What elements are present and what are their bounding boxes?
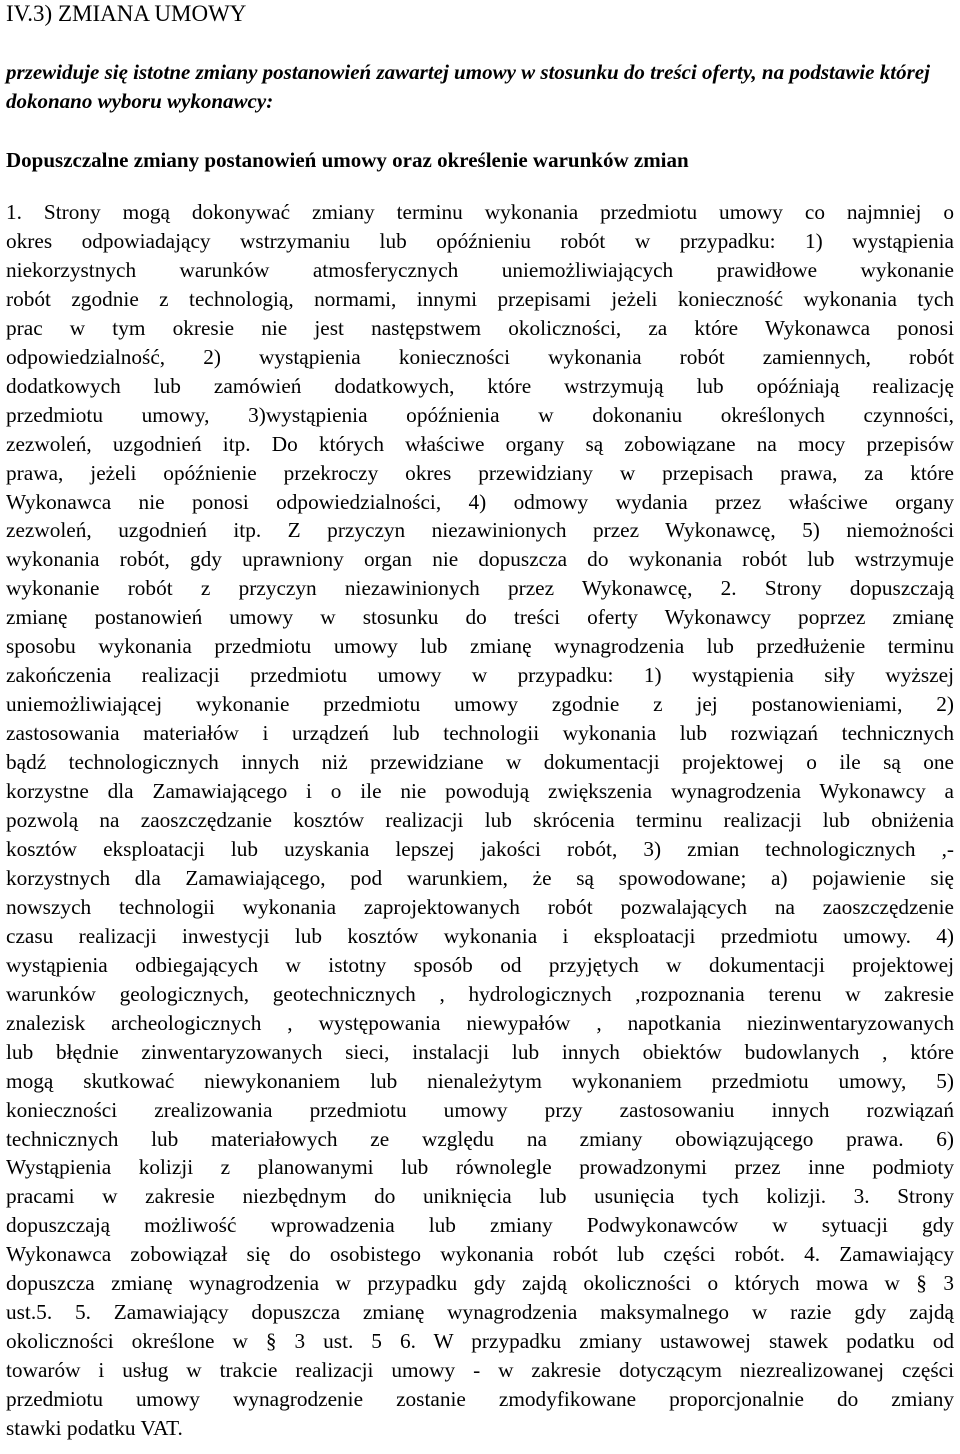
body-line: robót zgodnie z technologią, normami, innymi przepisami jeżeli konieczność wykonania tych (6, 286, 954, 311)
body-line: Wystąpienia kolizji z planowanymi lub równolegle prowadzonymi przez inne podmioty (6, 1155, 954, 1180)
body-paragraph (6, 198, 954, 1443)
body-line: wykonania robót, gdy uprawniony organ nie dopuszcza do wykonania robót lub wstrzymuje (6, 547, 954, 572)
body-line: lub błędnie zinwentaryzowanych sieci, instalacji lub innych obiektów budowlanych , które (6, 1039, 954, 1064)
body-line: stawki podatku VAT. (6, 1416, 183, 1441)
body-line: dodatkowych lub zamówień dodatkowych, które wstrzymują lub opóźniają realizację (6, 373, 954, 398)
body-line: znalezisk archeologicznych , występowania niewypałów , napotkania niezinwentaryzowanych (6, 1010, 954, 1035)
body-line: pracami w zakresie niezbędnym do uniknięcia lub usunięcia tych kolizji. 3. Strony (6, 1184, 954, 1209)
subheading: Dopuszczalne zmiany postanowień umowy oraz określenie warunków zmian (6, 148, 689, 172)
body-line: okoliczności określone w § 3 ust. 5 6. W przypadku zmiany ustawowej stawek podatku od (6, 1329, 954, 1354)
body-line: 1. Strony mogą dokonywać zmiany terminu wykonania przedmiotu umowy co najmniej o (6, 200, 954, 224)
body-line: Wykonawca nie ponosi odpowiedzialności, 4) odmowy wydania przez właściwe organy (6, 489, 954, 514)
body-line: dopuszczają możliwość wprowadzenia lub zmiany Podwykonawców w sytuacji gdy (6, 1213, 954, 1238)
body-line: nowszych technologii wykonania zaprojektowanych robót pozwalających na zaoszczędzenie (6, 894, 954, 919)
body-line: przedmiotu umowy, 3)wystąpienia opóźnienia w dokonaniu określonych czynności, (6, 402, 954, 427)
body-line: prawa, jeżeli opóźnienie przekroczy okres przewidziany w przepisach prawa, za które (6, 460, 954, 485)
body-line: zastosowania materiałów i urządzeń lub technologii wykonania lub rozwiązań technicznych (6, 721, 954, 746)
body-line: czasu realizacji inwestycji lub kosztów wykonania i eksploatacji przedmiotu umowy. 4) (6, 923, 954, 948)
body-line: niekorzystnych warunków atmosferycznych uniemożliwiających prawidłowe wykonanie (6, 257, 954, 282)
body-line: zezwoleń, uzgodnień itp. Do których właściwe organy są zobowiązane na mocy przepisów (6, 431, 954, 456)
body-line: warunków geologicznych, geotechnicznych , hydrologicznych ,rozpoznania terenu w zakresie (6, 981, 954, 1006)
body-line: zakończenia realizacji przedmiotu umowy w przypadku: 1) wystąpienia siły wyższej (6, 663, 954, 688)
body-line: dopuszcza zmianę wynagrodzenia w przypadku gdy zajdą okoliczności o których mowa w § 3 (6, 1271, 954, 1296)
body-line: prac w tym okresie nie jest następstwem okoliczności, za które Wykonawca ponosi (6, 315, 954, 340)
body-line: konieczności zrealizowania przedmiotu umowy przy zastosowaniu innych rozwiązań (6, 1097, 954, 1122)
body-line: ust.5. 5. Zamawiający dopuszcza zmianę wynagrodzenia maksymalnego w razie gdy zajdą (6, 1300, 954, 1325)
body-line: mogą skutkować niewykonaniem lub nienależytym wykonaniem przedmiotu umowy, 5) (6, 1068, 954, 1093)
body-line: wykonanie robót z przyczyn niezawinionych przez Wykonawcę, 2. Strony dopuszczają (6, 576, 954, 601)
body-line: zmianę postanowień umowy w stosunku do treści oferty Wykonawcy poprzez zmianę (6, 605, 954, 630)
body-line: odpowiedzialność, 2) wystąpienia konieczności wykonania robót zamiennych, robót (6, 344, 954, 369)
body-line: wystąpienia odbiegających w istotny sposób od przyjętych w dokumentacji projektowej (6, 952, 954, 977)
body-line: uniemożliwiającej wykonanie przedmiotu umowy zgodnie z jej postanowieniami, 2) (6, 692, 954, 717)
body-line: pozwolą na zaoszczędzanie kosztów realizacji lub skrócenia terminu realizacji lub obniżenia (6, 808, 954, 833)
body-line: przedmiotu umowy wynagrodzenie zostanie zmodyfikowane proporcjonalnie do zmiany (6, 1387, 954, 1412)
intro-statement: przewiduje się istotne zmiany postanowień zawartej umowy w stosunku do treści oferty, na podstawie której dokonano wyboru wykonawcy: (6, 60, 930, 113)
body-line: zezwoleń, uzgodnień itp. Z przyczyn niezawinionych przez Wykonawcę, 5) niemożności (6, 518, 954, 543)
body-line: towarów i usług w trakcie realizacji umowy - w zakresie dotyczącym niezrealizowanej części (6, 1358, 954, 1383)
body-line: technicznych lub materiałowych ze względu na zmiany obowiązującego prawa. 6) (6, 1126, 954, 1151)
body-line: bądź technologicznych innych niż przewidziane w dokumentacji projektowej o ile są one (6, 750, 954, 775)
body-line: sposobu wykonania przedmiotu umowy lub zmianę wynagrodzenia lub przedłużenie terminu (6, 634, 954, 659)
body-line: korzystne dla Zamawiającego i o ile nie powodują zwiększenia wynagrodzenia Wykonawcy a (6, 779, 954, 804)
body-line: okres odpowiadający wstrzymaniu lub opóźnieniu robót w przypadku: 1) wystąpienia (6, 228, 954, 253)
section-heading: IV.3) ZMIANA UMOWY (6, 1, 247, 26)
body-line: kosztów eksploatacji lub uzyskania lepszej jakości robót, 3) zmian technologicznych ,- (6, 836, 954, 861)
body-line: korzystnych dla Zamawiającego, pod warunkiem, że są spowodowane; a) pojawienie się (6, 865, 954, 890)
body-line: Wykonawca zobowiązał się do osobistego wykonania robót lub części robót. 4. Zamawiający (6, 1242, 954, 1267)
